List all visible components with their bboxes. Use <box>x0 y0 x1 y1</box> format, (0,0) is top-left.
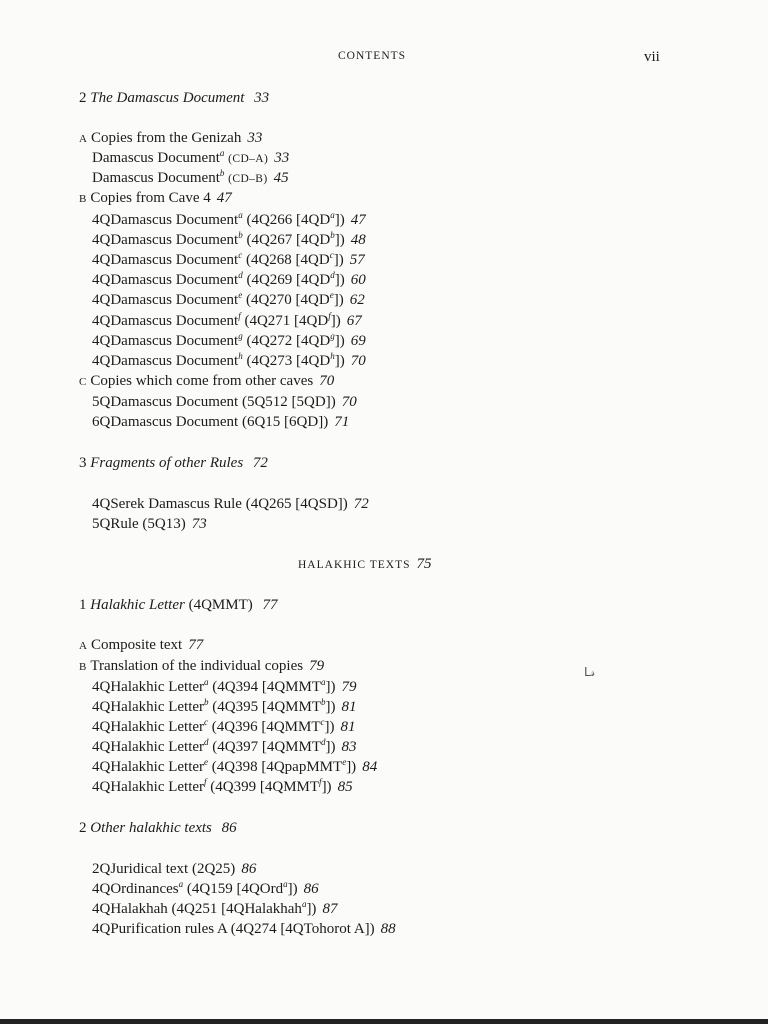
toc-entry-ordinances: 4QOrdinances$^a$ (4Q159 [4QOrd$^a$]) 86 <box>92 879 319 897</box>
handwritten-mark: ᒪ𝓈 <box>584 665 596 679</box>
group-heading-cave4: B Copies from Cave 4 47 <box>79 190 232 206</box>
toc-entry-4qd-h: 4QDamascus Document$^h$ (4Q273 $[4QD^h]$) 70 <box>92 351 366 369</box>
toc-entry-purification: 4QPurification rules A (4Q274 [4QTohorot A]) 88 <box>92 921 396 937</box>
part-heading-halakhic-texts: HALAKHIC TEXTS 75 <box>298 556 432 572</box>
group-heading-other-caves: C Copies which come from other caves 70 <box>79 373 335 389</box>
toc-entry-halakhah: 4QHalakhah (4Q251 [4QHalakhah$^a$]) 87 <box>92 899 338 917</box>
toc-entry-4qd-b: 4QDamascus Document$^b$ (4Q267 $[4QD^b]$) 48 <box>92 230 366 248</box>
toc-entry-hl-a: 4QHalakhic Letter$^a$ (4Q394 [4QMMT$^a$]) 79 <box>92 677 357 695</box>
section-heading-damascus: 2 The Damascus Document 33 <box>79 90 270 106</box>
group-heading-composite: A Composite text 77 <box>79 637 204 653</box>
toc-entry-juridical: 2QJuridical text (2Q25) 86 <box>92 861 257 877</box>
running-head: CONTENTS <box>338 50 407 62</box>
toc-entry-hl-d: 4QHalakhic Letter$^d$ (4Q397 [4QMMT$^d$]) 83 <box>92 737 357 755</box>
toc-entry-cd-a: Damascus Document$^a$ (CD–A) 33 <box>92 148 290 166</box>
group-heading-translation: B Translation of the individual copies 79 <box>79 658 325 674</box>
toc-entry-serek: 4QSerek Damascus Rule (4Q265 [4QSD]) 72 <box>92 496 369 512</box>
group-heading-genizah: A Copies from the Genizah 33 <box>79 130 263 146</box>
page-edge-shadow <box>0 1019 768 1024</box>
section-heading-other-halakhic: 2 Other halakhic texts 86 <box>79 820 237 836</box>
toc-entry-hl-c: 4QHalakhic Letter$^c$ (4Q396 [4QMMT$^c$]) 81 <box>92 717 356 735</box>
toc-entry-5qd: 5QDamascus Document (5Q512 [5QD]) 70 <box>92 394 357 410</box>
toc-entry-4qd-a: 4QDamascus Document$^a$ (4Q266 $[4QD^a]$) 47 <box>92 210 366 228</box>
toc-entry-5qrule: 5QRule (5Q13) 73 <box>92 516 207 532</box>
section-heading-halakhic-letter: 1 Halakhic Letter (4QMMT) 77 <box>79 597 278 613</box>
toc-entry-6qd: 6QDamascus Document (6Q15 [6QD]) 71 <box>92 414 350 430</box>
section-heading-fragments: 3 Fragments of other Rules 72 <box>79 455 268 471</box>
toc-entry-hl-f: 4QHalakhic Letter$^f$ (4Q399 [4QMMT$^f$]) 85 <box>92 777 353 795</box>
toc-entry-4qd-c: 4QDamascus Document$^c$ (4Q268 $[4QD^c]$) 57 <box>92 250 365 268</box>
toc-entry-4qd-g: 4QDamascus Document$^g$ (4Q272 $[4QD^g]$) 69 <box>92 331 366 349</box>
page-number: vii <box>644 49 660 65</box>
toc-entry-4qd-f: 4QDamascus Document$^f$ (4Q271 $[4QD^f]$) 67 <box>92 311 362 329</box>
toc-entry-4qd-e: 4QDamascus Document$^e$ (4Q270 $[4QD^e]$) 62 <box>92 290 365 308</box>
toc-entry-4qd-d: 4QDamascus Document$^d$ (4Q269 $[4QD^d]$) 60 <box>92 270 366 288</box>
toc-entry-cd-b: Damascus Document$^b$ (CD–B) 45 <box>92 168 289 186</box>
toc-entry-hl-b: 4QHalakhic Letter$^b$ (4Q395 [4QMMT$^b$]) 81 <box>92 697 357 715</box>
toc-entry-hl-e: 4QHalakhic Letter$^e$ (4Q398 [4QpapMMT$^e$]) 84 <box>92 757 378 775</box>
